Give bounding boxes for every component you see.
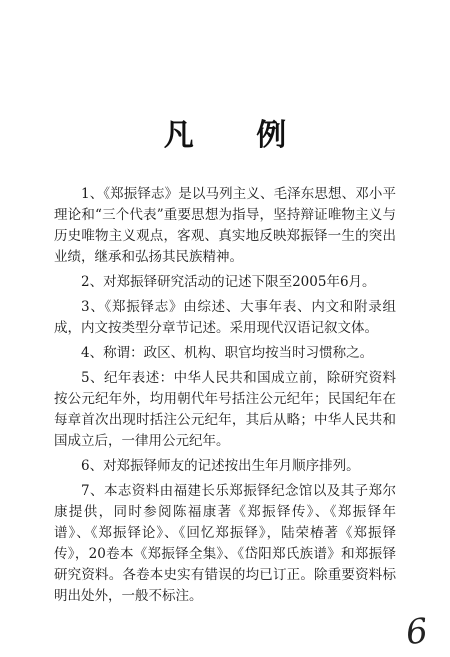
note-paragraph-1: 1、《郑振铎志》是以马列主义、毛泽东思想、邓小平理论和“三个代表”重要思想为指导，坚持辩证唯物主义与历史唯物主义观点，客观、真实地反映郑振铎一生的突出业绩，继承和弘扬其民族精神。 bbox=[54, 186, 396, 265]
notes-body bbox=[54, 184, 396, 611]
note-paragraph-3: 3、《郑振铎志》由综述、大事年表、内文和附录组成，内文按类型分章节记述。采用现代汉语记叙文体。 bbox=[54, 299, 396, 336]
note-paragraph-7: 7、本志资料由福建长乐郑振铎纪念馆以及其子郑尔康提供，同时参阅陈福康著《郑振铎传》、《郑振铎年谱》、《郑振铎论》、《回忆郑振铎》，陆荣椿著《郑振铎传》，20卷本《郑振铎全集》、《岱阳郑氏族谱》和郑振铎研究资料。各卷本史实有错误的均已订正。除重要资料标明出处外，一般不标注。 bbox=[54, 483, 396, 604]
note-paragraph-5: 5、纪年表述：中华人民共和国成立前，除研究资料按公元纪年外，均用朝代年号括注公元纪年；民国纪年在每章首次出现时括注公元纪年，其后从略；中华人民共和国成立后，一律用公元纪年。 bbox=[54, 370, 396, 449]
page-number: 6 bbox=[403, 610, 430, 654]
note-paragraph-2: 2、对郑振铎研究活动的记述下限至2005年6月。 bbox=[81, 274, 376, 290]
page-title: 凡 例 bbox=[163, 118, 313, 153]
note-paragraph-6: 6、对郑振铎师友的记述按出生年月顺序排列。 bbox=[81, 458, 360, 474]
note-paragraph-4: 4、称谓：政区、机构、职官均按当时习惯称之。 bbox=[81, 345, 374, 361]
